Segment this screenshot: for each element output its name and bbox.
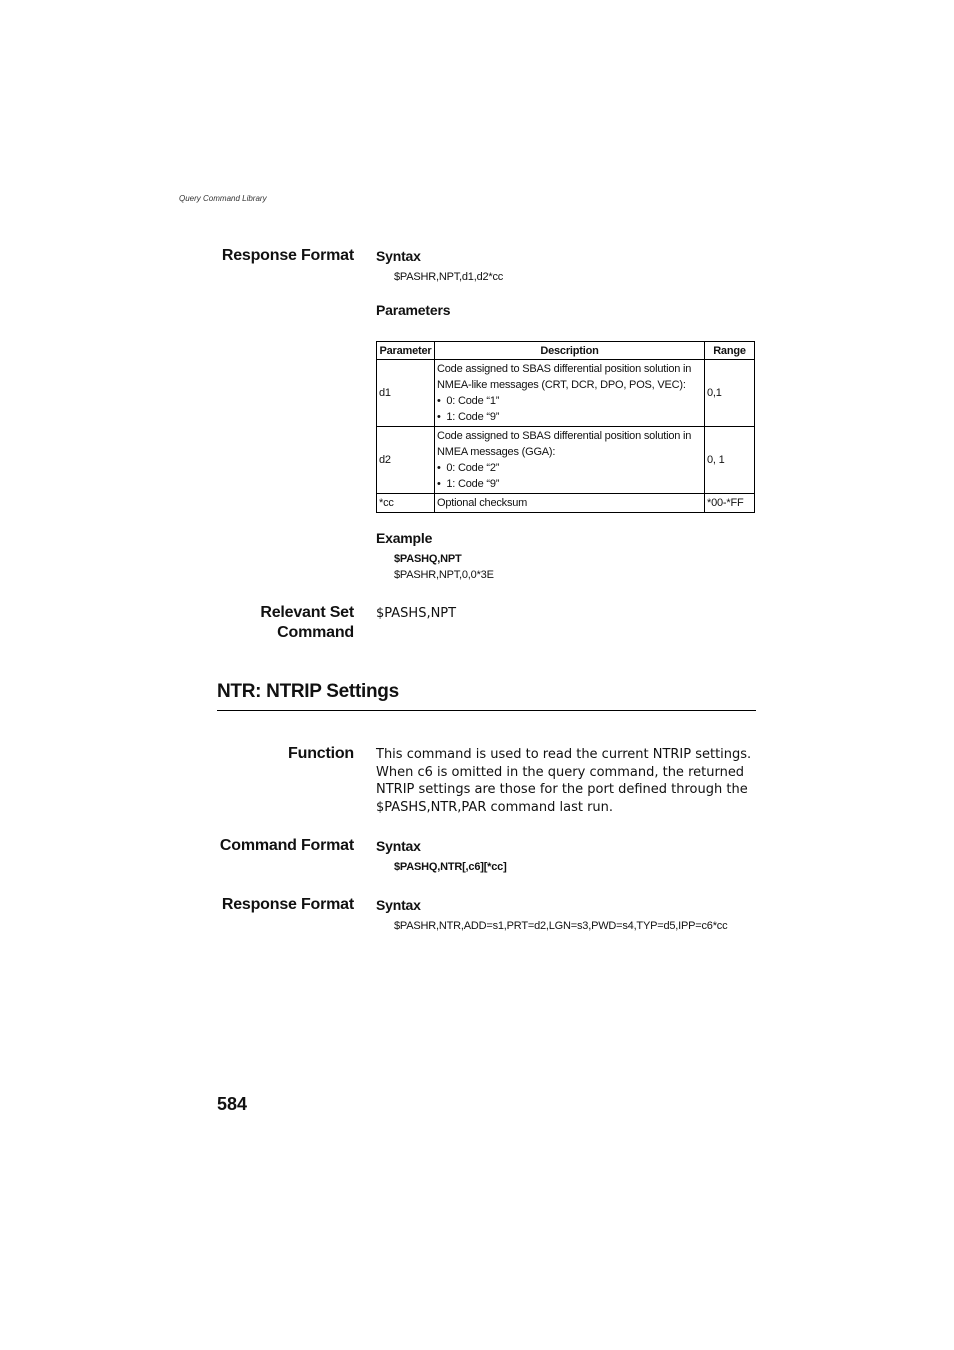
running-head: Query Command Library (179, 194, 267, 203)
response-format-label: Response Format (221, 247, 354, 264)
param-cell: *cc (377, 494, 435, 513)
example-query: $PASHQ,NPT (394, 553, 462, 565)
section-title: NTR: NTRIP Settings (217, 681, 399, 702)
bullet-item: • 0: Code “2” (437, 460, 702, 476)
syntax-heading: Syntax (376, 248, 421, 264)
description-cell (435, 427, 705, 494)
parameters-table (376, 341, 755, 513)
bullet-item: • 0: Code “1” (437, 393, 702, 409)
section-divider (217, 710, 756, 711)
relevant-set-label-line: Relevant Set (260, 604, 354, 621)
description-line: Code assigned to SBAS differential position solution in (437, 430, 692, 442)
page-number: 584 (217, 1094, 248, 1114)
example-heading: Example (376, 530, 433, 546)
syntax-heading: Syntax (376, 897, 421, 913)
range-cell: 0, 1 (705, 427, 755, 494)
bullet-item: • 1: Code “9” (437, 409, 702, 425)
description-line: Code assigned to SBAS differential position solution in (437, 363, 692, 375)
bullet-item: • 1: Code “9” (437, 476, 702, 492)
description-cell: Optional checksum (435, 494, 705, 513)
param-cell: d2 (377, 427, 435, 494)
param-cell: d1 (377, 360, 435, 427)
ntr-command-syntax: $PASHQ,NTR[,c6][*cc] (394, 861, 507, 873)
table-header-row (377, 342, 755, 360)
parameters-heading: Parameters (376, 302, 451, 318)
npt-response-syntax: $PASHR,NPT,d1,d2*cc (394, 271, 504, 283)
ntr-response-syntax: $PASHR,NTR,ADD=s1,PRT=d2,LGN=s3,PWD=s4,TYP=d5,IPP=c6*cc (394, 920, 728, 932)
description-line: NMEA messages (GGA): (437, 446, 556, 458)
function-description: This command is used to read the current NTRIP settings. When c6 is omitted in the query command, the returned NTRIP settings are those for the port defined through the $PASHS,NTR,PAR command last run. (376, 747, 752, 815)
syntax-heading: Syntax (376, 838, 421, 854)
column-header-description: Description (435, 342, 705, 360)
range-cell: *00-*FF (705, 494, 755, 513)
table-row (377, 427, 755, 494)
relevant-set-label-line: Command (277, 624, 354, 641)
description-cell (435, 360, 705, 427)
column-header-range: Range (705, 342, 755, 360)
column-header-parameter: Parameter (377, 342, 435, 360)
table-row (377, 360, 755, 427)
range-cell: 0,1 (705, 360, 755, 427)
description-line: NMEA-like messages (CRT, DCR, DPO, POS, VEC): (437, 379, 686, 391)
relevant-set-command-label (260, 603, 354, 643)
example-response: $PASHR,NPT,0,0*3E (394, 569, 494, 581)
relevant-set-command: $PASHS,NPT (376, 606, 457, 621)
response-format-label: Response Format (221, 896, 354, 913)
command-format-label: Command Format (219, 837, 354, 854)
function-label: Function (288, 745, 354, 762)
table-row (377, 494, 755, 513)
